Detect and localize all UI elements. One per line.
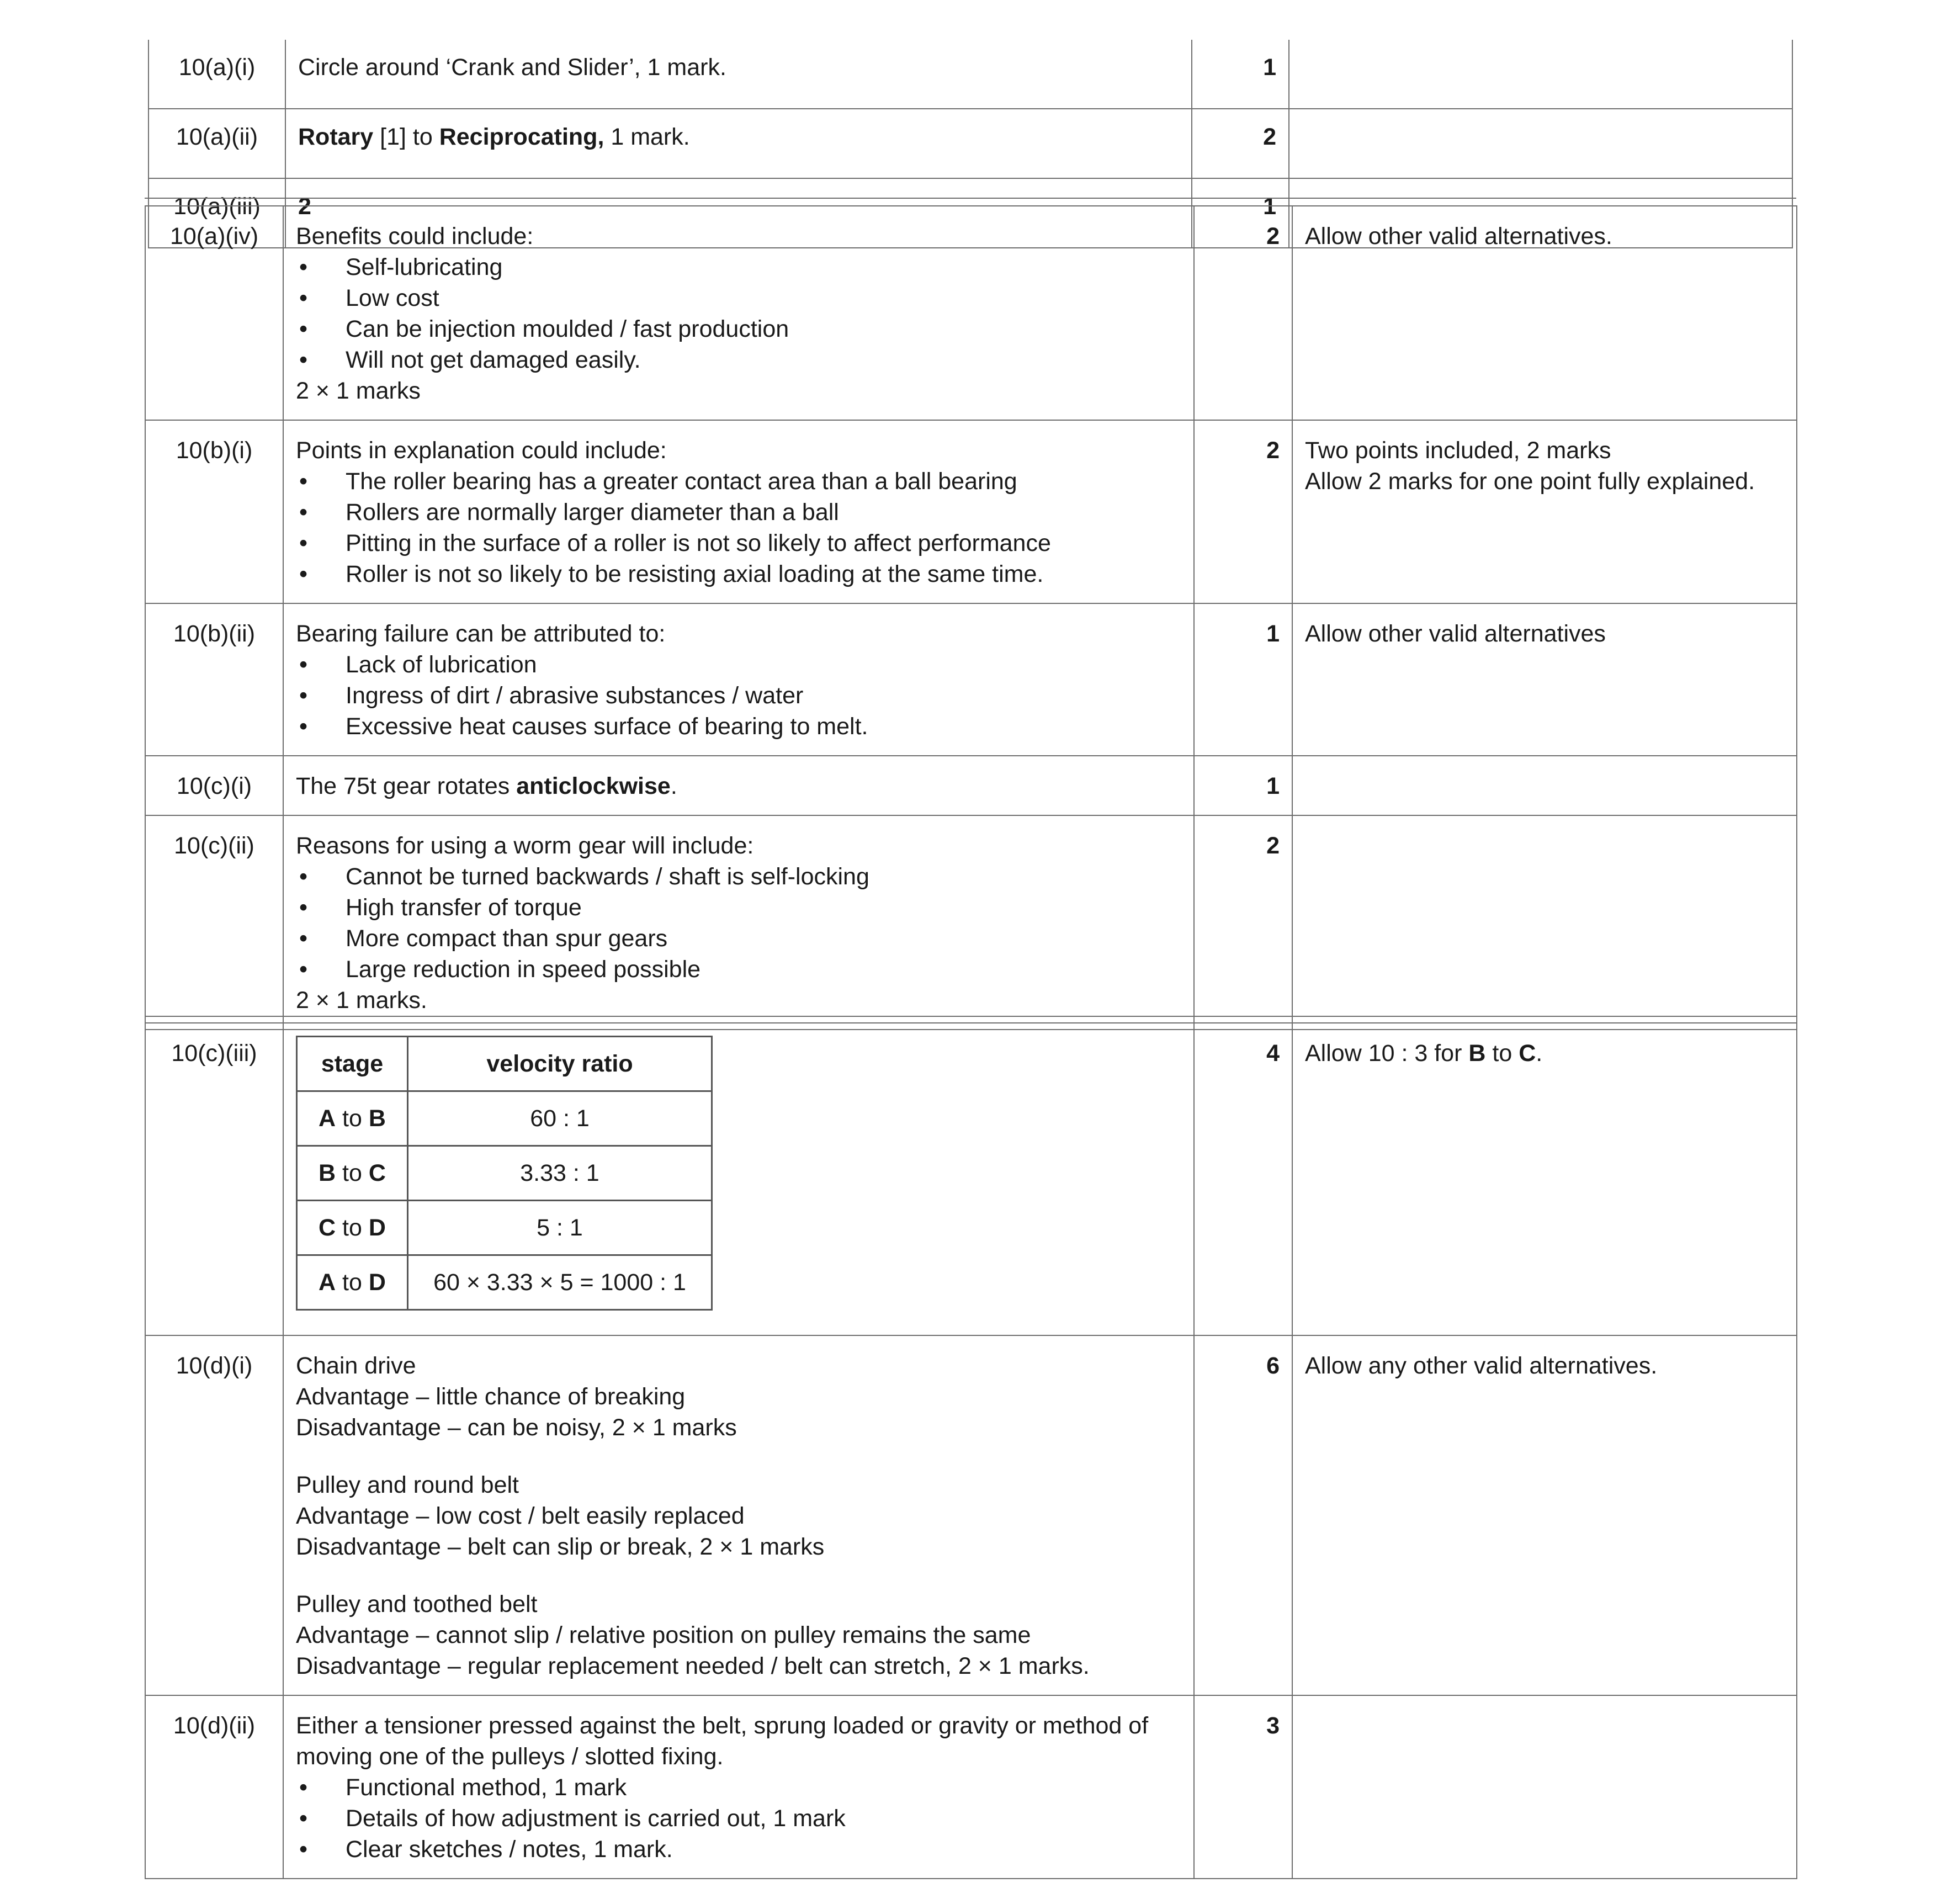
bullet-list	[296, 1772, 1181, 1865]
paragraph-line: Disadvantage – regular replacement needed / belt can stretch, 2 × 1 marks.	[296, 1653, 1090, 1679]
question-number: 10(c)(ii)	[145, 815, 283, 1030]
question-number: 10(b)(i)	[145, 420, 283, 603]
bullet-item: • Details of how adjustment is carried out, 1 mark	[296, 1803, 1181, 1834]
ratio-cell: 3.33 : 1	[408, 1146, 712, 1201]
table-row	[145, 1695, 1797, 1879]
stage-join: to	[336, 1214, 369, 1241]
marking-table-part-c	[145, 1022, 1797, 1879]
bullet-item: • Ingress of dirt / abrasive substances / water	[296, 680, 1181, 711]
marks-cell: 2	[1194, 420, 1292, 603]
guidance-cell	[1289, 40, 1792, 109]
answer-cell	[283, 756, 1194, 815]
answer-cell	[283, 420, 1194, 603]
answer-intro: Either a tensioner pressed against the belt, sprung loaded or gravity or method of moving one of the pulleys / slotted fixing.	[296, 1712, 1149, 1770]
table-row	[145, 756, 1797, 815]
marks-cell: 2	[1194, 206, 1292, 420]
guidance-cell: Allow other valid alternatives.	[1292, 206, 1797, 420]
guidance-bold: C	[1519, 1040, 1536, 1067]
table-row	[148, 40, 1792, 109]
question-number: 10(a)(iv)	[145, 206, 283, 420]
answer-outro: 2 × 1 marks.	[296, 987, 427, 1014]
section-divider	[145, 198, 1796, 199]
question-number: 10(b)(ii)	[145, 603, 283, 756]
guidance-cell	[1289, 109, 1792, 178]
answer-cell	[283, 1335, 1194, 1695]
ratio-cell: 60 : 1	[408, 1091, 712, 1146]
answer-text: [1] to	[373, 124, 439, 150]
answer-cell	[285, 109, 1192, 178]
bullet-item: • Lack of lubrication	[296, 649, 1181, 680]
guidance-cell	[1292, 1695, 1797, 1879]
question-number: 10(d)(i)	[145, 1335, 283, 1695]
stage-to: D	[368, 1269, 386, 1296]
answer-text: 1 mark.	[604, 124, 690, 150]
answer-bold: 2	[298, 193, 311, 220]
paragraph-line: Disadvantage – belt can slip or break, 2 × 1 marks	[296, 1534, 825, 1560]
marks-cell: 1	[1192, 40, 1289, 109]
question-number: 10(c)(iii)	[145, 1023, 283, 1335]
guidance-bold: B	[1468, 1040, 1486, 1067]
marks-cell: 1	[1194, 756, 1292, 815]
bullet-list	[296, 252, 1181, 375]
stage-join: to	[336, 1160, 369, 1186]
velocity-ratio-row	[297, 1201, 712, 1255]
answer-intro: Bearing failure can be attributed to:	[296, 620, 666, 647]
column-header-stage: stage	[297, 1037, 408, 1091]
marks-cell: 6	[1194, 1335, 1292, 1695]
guidance-text: .	[1536, 1040, 1543, 1067]
question-number: 10(a)(i)	[148, 40, 285, 109]
stage-from: A	[319, 1269, 336, 1296]
bullet-item: • Rollers are normally larger diameter than a ball	[296, 497, 1181, 528]
answer-intro: Benefits could include:	[296, 223, 534, 250]
table-row	[145, 603, 1797, 756]
bullet-item: • Cannot be turned backwards / shaft is self-locking	[296, 861, 1181, 892]
velocity-ratio-row	[297, 1146, 712, 1201]
stage-cell	[297, 1091, 408, 1146]
velocity-ratio-row	[297, 1091, 712, 1146]
bullet-item: • Self-lubricating	[296, 252, 1181, 283]
guidance-cell	[1292, 420, 1797, 603]
answer-cell	[283, 603, 1194, 756]
answer-intro: Points in explanation could include:	[296, 437, 667, 464]
bullet-item: • Low cost	[296, 283, 1181, 314]
stage-from: A	[319, 1105, 336, 1132]
answer-paragraph	[296, 1589, 1181, 1682]
guidance-cell	[1292, 1023, 1797, 1335]
answer-cell	[283, 206, 1194, 420]
answer-cell	[283, 1695, 1194, 1879]
answer-bold: Reciprocating,	[439, 124, 604, 150]
table-row	[145, 1335, 1797, 1695]
question-number: 10(a)(ii)	[148, 109, 285, 178]
stage-to: B	[368, 1105, 386, 1132]
marks-cell: 2	[1192, 109, 1289, 178]
table-row	[145, 206, 1797, 420]
bullet-item: • Pitting in the surface of a roller is not so likely to affect performance	[296, 528, 1181, 559]
question-number: 10(a)(iii)	[148, 178, 285, 248]
marks-cell: 1	[1192, 178, 1289, 248]
answer-bold: Rotary	[298, 124, 374, 150]
bullet-item: • More compact than spur gears	[296, 923, 1181, 954]
answer-cell	[285, 40, 1192, 109]
stage-to: D	[368, 1214, 386, 1241]
bullet-item: • Large reduction in speed possible	[296, 954, 1181, 985]
answer-paragraph	[296, 1470, 1181, 1562]
marks-cell: 4	[1194, 1023, 1292, 1335]
guidance-cell	[1292, 756, 1797, 815]
guidance-cell: Allow any other valid alternatives.	[1292, 1335, 1797, 1695]
guidance-line: Allow 2 marks for one point fully explained.	[1305, 468, 1755, 495]
bullet-item: • Excessive heat causes surface of bearing to melt.	[296, 711, 1181, 742]
guidance-cell: Allow other valid alternatives	[1292, 603, 1797, 756]
answer-bold: anticlockwise	[516, 773, 671, 799]
marks-cell: 3	[1194, 1695, 1292, 1879]
marks-cell: 1	[1194, 603, 1292, 756]
paragraph-heading: Chain drive	[296, 1353, 416, 1379]
paragraph-heading: Pulley and toothed belt	[296, 1591, 538, 1617]
bullet-list	[296, 649, 1181, 742]
bullet-item: • Can be injection moulded / fast production	[296, 314, 1181, 344]
paragraph-line: Advantage – little chance of breaking	[296, 1383, 686, 1410]
stage-join: to	[336, 1269, 369, 1296]
stage-from: B	[319, 1160, 336, 1186]
paragraph-line: Advantage – low cost / belt easily replaced	[296, 1503, 745, 1529]
answer-cell	[283, 815, 1194, 1030]
marking-table-part-b	[145, 205, 1797, 1030]
stage-from: C	[319, 1214, 336, 1241]
paragraph-line: Advantage – cannot slip / relative position on pulley remains the same	[296, 1622, 1031, 1648]
ratio-cell: 5 : 1	[408, 1201, 712, 1255]
table-row	[148, 109, 1792, 178]
bullet-list	[296, 466, 1181, 590]
column-header-velocity-ratio: velocity ratio	[408, 1037, 712, 1091]
velocity-ratio-header-row	[297, 1037, 712, 1091]
paragraph-line: Disadvantage – can be noisy, 2 × 1 marks	[296, 1414, 737, 1441]
answer-cell	[283, 1023, 1194, 1335]
stage-to: C	[368, 1160, 386, 1186]
guidance-text: to	[1485, 1040, 1519, 1067]
bullet-item: • Functional method, 1 mark	[296, 1772, 1181, 1803]
guidance-cell	[1292, 815, 1797, 1030]
bullet-item: • Clear sketches / notes, 1 mark.	[296, 1834, 1181, 1865]
stage-cell	[297, 1201, 408, 1255]
marks-cell: 2	[1194, 815, 1292, 1030]
guidance-text: Allow 10 : 3 for	[1305, 1040, 1469, 1067]
table-row	[145, 815, 1797, 1030]
answer-text: .	[670, 773, 677, 799]
paragraph-heading: Pulley and round belt	[296, 1472, 519, 1498]
velocity-ratio-table	[296, 1036, 713, 1311]
answer-paragraph	[296, 1350, 1181, 1443]
answer-text: The 75t gear rotates	[296, 773, 517, 799]
table-row	[145, 420, 1797, 603]
bullet-item: • Roller is not so likely to be resisting axial loading at the same time.	[296, 559, 1181, 590]
guidance-line: Two points included, 2 marks	[1305, 437, 1611, 464]
stage-cell	[297, 1146, 408, 1201]
answer-outro: 2 × 1 marks	[296, 378, 421, 404]
question-number: 10(d)(ii)	[145, 1695, 283, 1879]
answer-text: Circle around ‘Crank and Slider’, 1 mark.	[298, 54, 726, 81]
bullet-item: • The roller bearing has a greater contact area than a ball bearing	[296, 466, 1181, 497]
question-number: 10(c)(i)	[145, 756, 283, 815]
section-divider	[145, 1016, 1796, 1017]
stage-cell	[297, 1255, 408, 1310]
bullet-list	[296, 861, 1181, 985]
bullet-item: • High transfer of torque	[296, 892, 1181, 923]
table-row	[145, 1023, 1797, 1335]
velocity-ratio-row	[297, 1255, 712, 1310]
ratio-cell: 60 × 3.33 × 5 = 1000 : 1	[408, 1255, 712, 1310]
bullet-item: • Will not get damaged easily.	[296, 344, 1181, 375]
stage-join: to	[336, 1105, 369, 1132]
answer-intro: Reasons for using a worm gear will include:	[296, 832, 754, 859]
